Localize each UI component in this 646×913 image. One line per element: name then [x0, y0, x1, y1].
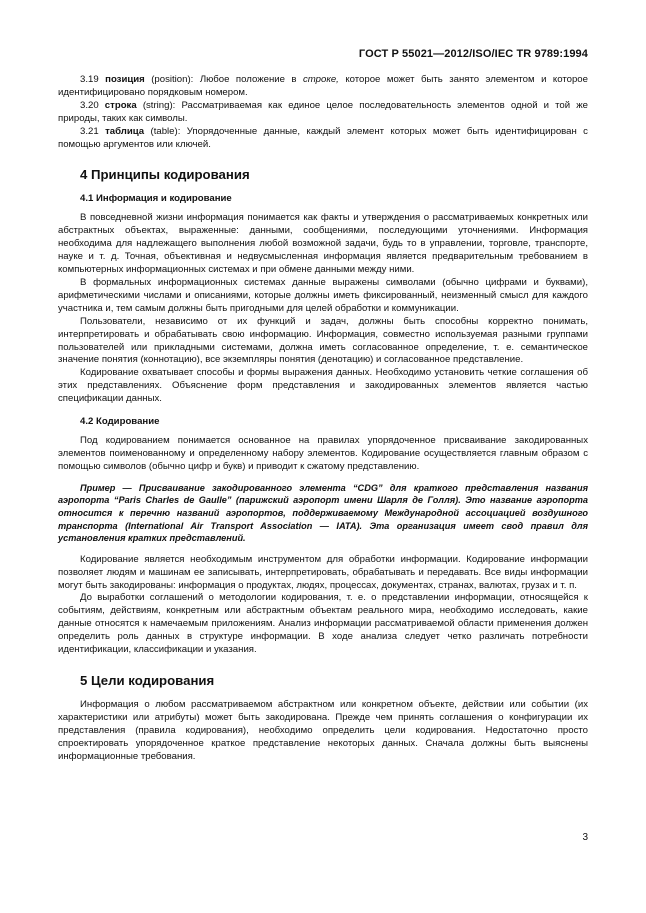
document-body — [58, 74, 588, 764]
definition-3-20 — [58, 100, 588, 126]
definition-3-19 — [58, 74, 588, 100]
definition-emphasis: строке, — [302, 74, 339, 85]
definition-number: 3.21 — [80, 125, 99, 137]
section-4-2-heading: 4.2 Кодирование — [80, 416, 160, 428]
paragraph: В формальных информационных системах данные выражены символами (обычно цифрами и буквами), арифметическими числами и описаниями, которые должны иметь фиксированный, неизменный смысл для каждого участника и, тем самым должны быть пригодными для целей обработки и коммуникации. — [58, 276, 588, 314]
paragraph: Пользователи, независимо от их функций и задач, должны быть способны корректно понимать, интерпретировать и обрабатывать свою информацию. Информация, совместно используемая разными группами пользователей или прикладными системами, должна иметь согласованное определение, т. е. семантическое значение понятия (коннотацию), все экземпляры понятия (денотацию) и согласованное представление. — [58, 315, 588, 366]
paragraph: До выработки соглашений о методологии кодирования, т. е. о представлении информации, относящейся к событиям, действиям, конкретным или абстрактным объектам реального мира, необходимо исследовать, какие данные относятся к намечаемым приложениям. Анализ информации рассматриваемой области применения должен определить роль данных в структуре информации. В ходе анализа следует четко различать потребности идентификации, классификации и указания. — [58, 592, 588, 656]
page-number: 3 — [582, 832, 588, 843]
paragraph: Кодирование охватывает способы и формы выражения данных. Необходимо установить четкие соглашения об этих представлениях. Объяснение форм представления и закодированных элементов является частью спецификации данных. — [58, 367, 588, 405]
definition-text: Рассматриваемая как единое целое последовательность элементов одной и той же природы, таких как символы. — [58, 99, 588, 124]
definition-term: строка — [104, 99, 137, 111]
definition-3-21 — [58, 126, 588, 152]
definition-number: 3.20 — [80, 99, 99, 111]
paragraph: Под кодированием понимается основанное на правилах упорядоченное присваивание закодированных элементов поименованному и определенному набору элементов. Кодирование осуществляется главным образом с помощью символов (обычно цифр и букв) и приводит к сжатому представлению. — [58, 435, 588, 472]
section-4-heading: 4 Принципы кодирования — [80, 167, 250, 183]
definition-english: (string): — [142, 99, 176, 111]
paragraph: Кодирование является необходимым инструментом для обработки информации. Кодирование информации позволяет людям и машинам ее записывать, интерпретировать, обрабатывать и передавать. Все виды информации могут быть закодированы: информация о продуктах, людях, процессах, документах, странах, валютах, грузах и т. п. — [58, 553, 588, 591]
definition-text: Любое положение в — [199, 74, 297, 85]
definition-english: (table): — [150, 125, 181, 137]
paragraph: Информация о любом рассматриваемом абстрактном или конкретном объекте, действии или событии (их характеристики или атрибуты) может быть закодирована. Прежде чем принять соглашения о конфигурации их представления (правила кодирования), необходимо определить цели кодирования. Недостаточно просто спроектировать упорядоченное краткое представление некоторых данных. Сначала должны быть выяснены информационные требования. — [58, 698, 588, 762]
definition-number: 3.19 — [80, 74, 99, 85]
section-5-heading: 5 Цели кодирования — [80, 672, 215, 688]
example-note: Пример — Присваивание закодированного элемента “CDG” для краткого представления названия аэропорта “Paris Charles de Gaulle” (парижский аэропорт имени Шарля де Голля). Это название аэропорта относится к перечню названий аэропортов, поддерживаемому Международной ассоциацией воздушного транспорта (International Air Transport Association — IATA). Эта организация имеет свод правил для установления кратких представлений. — [58, 482, 588, 544]
definition-text: которое может быть занято элементом и которое идентифицировано порядковым номером. — [58, 74, 588, 98]
paragraph: В повседневной жизни информация понимается как факты и утверждения о рассматриваемых конкретных или абстрактных объектах, выраженные: данными, сообщениями, последующими уточнениями. Информация необходима для надлежащего выполнения любой возможной задачи, будь то в управлении, торговле, транспорте, науке и т. д. Точная, объективная и недвусмысленная информация является предварительным требованием в компьютерных информационных системах и при обмене данными между ними. — [58, 212, 588, 276]
document-header: ГОСТ Р 55021—2012/ISO/IEC TR 9789:1994 — [358, 48, 588, 60]
definition-english: (position): — [151, 74, 194, 85]
definition-text: Упорядоченные данные, каждый элемент которых может быть идентифицирован с помощью аргументов или ключей. — [58, 125, 588, 150]
definition-term: таблица — [105, 125, 145, 137]
section-4-1-heading: 4.1 Информация и кодирование — [80, 193, 232, 205]
definition-term: позиция — [105, 74, 145, 85]
